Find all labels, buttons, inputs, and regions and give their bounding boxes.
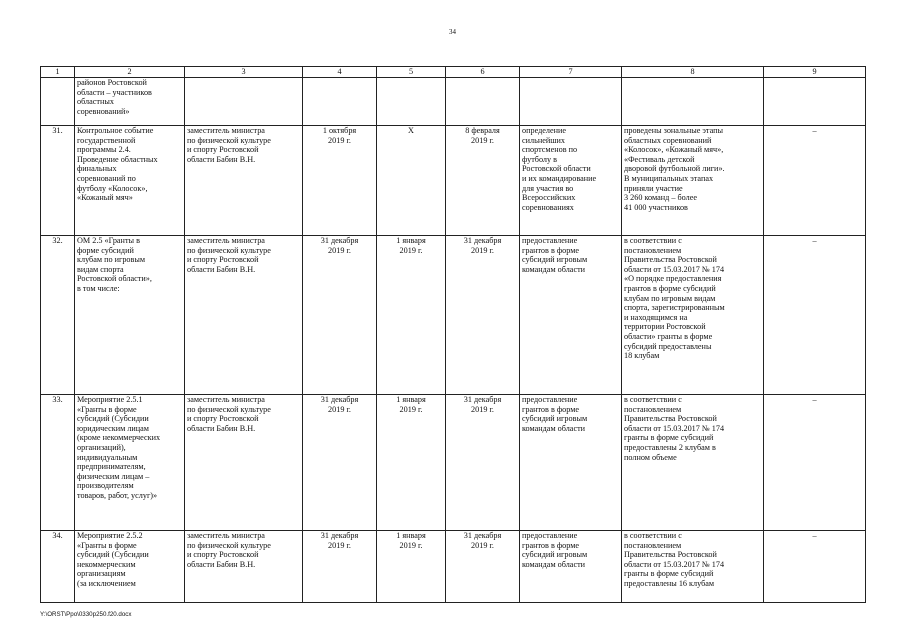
event-name: ОМ 2.5 «Гранты в форме субсидий клубам по игровым видам спорта Ростовской области», в том числе: xyxy=(75,236,185,395)
note: – xyxy=(764,236,866,395)
column-header: 9 xyxy=(764,67,866,78)
event-name: районов Ростовской области – участников областных соревнований» xyxy=(75,78,185,126)
responsible xyxy=(185,78,303,126)
planned-end-date xyxy=(303,78,377,126)
actual-result: в соответствии с постановлением Правительства Ростовской области от 15.03.2017 № 174 гранты в форме субсидий предоставлены 16 клубам xyxy=(622,531,764,603)
table-row xyxy=(41,78,866,126)
actual-start-date: 1 января 2019 г. xyxy=(377,395,446,531)
actual-result: в соответствии с постановлением Правительства Ростовской области от 15.03.2017 № 174 гранты в форме субсидий предоставлены 2 клубам в полном объеме xyxy=(622,395,764,531)
actual-result xyxy=(622,78,764,126)
actual-start-date: 1 января 2019 г. xyxy=(377,236,446,395)
planned-end-date: 31 декабря 2019 г. xyxy=(303,236,377,395)
column-header: 7 xyxy=(520,67,622,78)
table-row xyxy=(41,126,866,236)
table-row xyxy=(41,531,866,603)
column-header: 8 xyxy=(622,67,764,78)
note: – xyxy=(764,395,866,531)
row-number xyxy=(41,78,75,126)
file-path-footer: Y:\ORST\Ppo\0330p250.f20.docx xyxy=(40,611,132,618)
page-number: 34 xyxy=(449,28,456,36)
responsible: заместитель министра по физической культуре и спорту Ростовской области Бабин В.Н. xyxy=(185,126,303,236)
column-header: 1 xyxy=(41,67,75,78)
responsible: заместитель министра по физической культуре и спорту Ростовской области Бабин В.Н. xyxy=(185,531,303,603)
event-name: Мероприятие 2.5.1 «Гранты в форме субсидий (Субсидии юридическим лицам (кроме некоммерческих организаций), индивидуальным предпринимателям, физическим лицам – производителям товаров, работ, услуг)» xyxy=(75,395,185,531)
actual-start-date: Х xyxy=(377,126,446,236)
table-row xyxy=(41,236,866,395)
responsible: заместитель министра по физической культуре и спорту Ростовской области Бабин В.Н. xyxy=(185,395,303,531)
actual-result: в соответствии с постановлением Правительства Ростовской области от 15.03.2017 № 174 «О порядке предоставления грантов в форме субсидий клубам по игровым видам спорта, зарегистрированным и находящимся на территории Ростовской области» гранты в форме субсидий предоставлены 18 клубам xyxy=(622,236,764,395)
column-header: 2 xyxy=(75,67,185,78)
actual-start-date: 1 января 2019 г. xyxy=(377,531,446,603)
actual-end-date: 31 декабря 2019 г. xyxy=(446,236,520,395)
column-header: 4 xyxy=(303,67,377,78)
row-number: 31. xyxy=(41,126,75,236)
actual-end-date: 31 декабря 2019 г. xyxy=(446,531,520,603)
row-number: 32. xyxy=(41,236,75,395)
column-header: 3 xyxy=(185,67,303,78)
note: – xyxy=(764,531,866,603)
report-table xyxy=(40,66,866,603)
column-header: 6 xyxy=(446,67,520,78)
planned-end-date: 1 октября 2019 г. xyxy=(303,126,377,236)
note: – xyxy=(764,126,866,236)
planned-end-date: 31 декабря 2019 г. xyxy=(303,395,377,531)
planned-result xyxy=(520,78,622,126)
responsible: заместитель министра по физической культуре и спорту Ростовской области Бабин В.Н. xyxy=(185,236,303,395)
actual-end-date xyxy=(446,78,520,126)
note xyxy=(764,78,866,126)
actual-end-date: 31 декабря 2019 г. xyxy=(446,395,520,531)
planned-result: предоставление грантов в форме субсидий игровым командам области xyxy=(520,236,622,395)
column-header: 5 xyxy=(377,67,446,78)
planned-result: предоставление грантов в форме субсидий игровым командам области xyxy=(520,395,622,531)
row-number: 33. xyxy=(41,395,75,531)
planned-result: предоставление грантов в форме субсидий игровым командам области xyxy=(520,531,622,603)
table-row xyxy=(41,395,866,531)
planned-result: определение сильнейших спортсменов по футболу в Ростовской области и их командирование для участия во Всероссийских соревнованиях xyxy=(520,126,622,236)
event-name: Мероприятие 2.5.2 «Гранты в форме субсидий (Субсидии некоммерческим организациям (за исключением xyxy=(75,531,185,603)
actual-result: проведены зональные этапы областных соревнований «Колосок», «Кожаный мяч», «Фестиваль детской дворовой футбольной лиги». В муниципальных этапах приняли участие 3 260 команд – более 41 000 участников xyxy=(622,126,764,236)
event-name: Контрольное событие государственной программы 2.4. Проведение областных финальных соревнований по футболу «Колосок», «Кожаный мяч» xyxy=(75,126,185,236)
row-number: 34. xyxy=(41,531,75,603)
header-row xyxy=(41,67,866,78)
planned-end-date: 31 декабря 2019 г. xyxy=(303,531,377,603)
actual-end-date: 8 февраля 2019 г. xyxy=(446,126,520,236)
actual-start-date xyxy=(377,78,446,126)
